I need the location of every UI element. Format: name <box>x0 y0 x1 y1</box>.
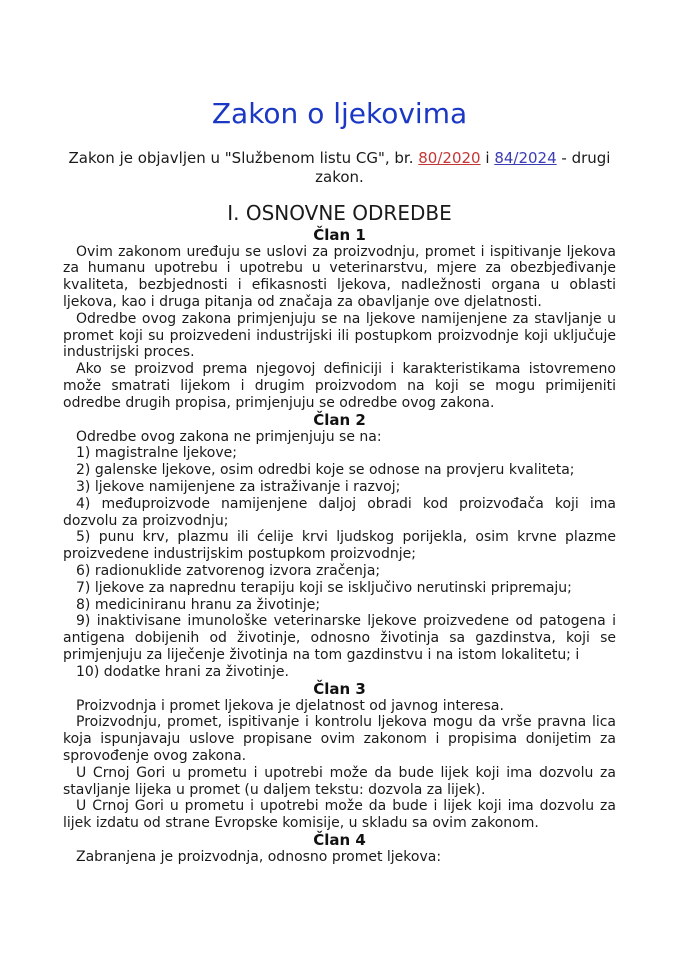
article-clan-1 <box>63 227 616 412</box>
article-paragraph: Proizvodnja i promet ljekova je djelatnost od javnog interesa. <box>76 697 504 714</box>
list-item: 3) ljekove namijenjene za istraživanje i razvoj; <box>76 478 401 495</box>
list-item: 9) inaktivisane imunološke veterinarske ljekove proizvedene od patogena i antigena dobijenih od životinje, odnosno životinja sa gazdinstva, koji se primjenjuju za liječenje životinja na tom gazdinstvu i na istom lokalitetu; i <box>63 613 616 663</box>
list-item: 6) radionuklide zatvorenog izvora zračenja; <box>76 562 381 579</box>
page-title: Zakon o ljekovima <box>211 97 468 130</box>
article-paragraph: Ovim zakonom uređuju se uslovi za proizvodnju, promet i ispitivanje ljekova za humanu upotrebu i upotrebu u veterinarstvu, mjere za obezbjeđivanje kvaliteta, bezbjednosti i efikasnosti ljekova, nadležnosti organa u oblasti ljekova, kao i druga pitanja od značaja za obavljanje ove djelatnosti. <box>63 243 616 310</box>
list-item: 1) magistralne ljekove; <box>76 445 237 462</box>
publication-suffix: - drugi zakon. <box>315 148 611 186</box>
article-heading-clan-4: Član 4 <box>313 830 366 849</box>
publication-note <box>63 149 616 187</box>
list-item: 7) ljekove za naprednu terapiju koji se isključivo nerutinski pripremaju; <box>76 579 572 596</box>
list-item: 10) dodatke hrani za životinje. <box>76 663 289 680</box>
article-paragraph: Odredbe ovog zakona primjenjuju se na ljekove namijenjene za stavljanje u promet koji su proizvedeni industrijski ili postupkom proizvodnje koji uključuje industrijski proces. <box>63 310 616 361</box>
article-paragraph: U Crnoj Gori u prometu i upotrebi može da bude lijek koji ima dozvolu za stavljanje lijeka u promet (u daljem tekstu: dozvola za lijek). <box>63 764 616 798</box>
article-clan-3 <box>63 681 616 832</box>
article-paragraph: U Crnoj Gori u prometu i upotrebi može da bude i lijek koji ima dozvolu za lijek izdatu od strane Evropske komisije, u skladu sa ovim zakonom. <box>63 798 616 832</box>
gazette-link-84-2024[interactable]: 84/2024 <box>494 148 557 167</box>
gazette-link-80-2020[interactable]: 80/2020 <box>418 148 481 167</box>
article-paragraph: Ako se proizvod prema njegovoj definiciji i karakteristikama istovremeno može smatrati lijekom i drugim proizvodom na koji se mogu primijeniti odredbe drugih propisa, primjenjuju se odredbe ovog zakona. <box>63 361 616 411</box>
article-heading-clan-3: Član 3 <box>313 679 366 698</box>
list-item: 8) mediciniranu hranu za životinje; <box>76 596 321 613</box>
article-paragraph: Zabranjena je proizvodnja, odnosno promet ljekova: <box>76 848 442 865</box>
section-heading-osnovne-odredbe: I. OSNOVNE ODREDBE <box>227 200 452 225</box>
publication-separator: i <box>480 148 495 167</box>
article-paragraph: Proizvodnju, promet, ispitivanje i kontrolu ljekova mogu da vrše pravna lica koja ispunjavaju uslove propisane ovim zakonom i propisima donijetim za sprovođenje ovog zakona. <box>63 714 616 764</box>
article-heading-clan-1: Član 1 <box>313 225 366 244</box>
article-heading-clan-2: Član 2 <box>313 410 366 429</box>
article-clan-2 <box>63 412 616 681</box>
article-paragraph: Odredbe ovog zakona ne primjenjuju se na: <box>76 428 382 445</box>
article-clan-4 <box>63 832 616 866</box>
publication-prefix: Zakon je objavljen u "Službenom listu CG", br. <box>68 148 419 167</box>
list-item: 4) međuproizvode namijenjene daljoj obradi kod proizvođača koji ima dozvolu za proizvodnju; <box>63 495 616 529</box>
list-item: 5) punu krv, plazmu ili ćelije krvi ljudskog porijekla, osim krvne plazme proizvedene industrijskim postupkom proizvodnje; <box>63 529 616 563</box>
list-item: 2) galenske ljekove, osim odredbi koje se odnose na provjeru kvaliteta; <box>76 462 575 479</box>
